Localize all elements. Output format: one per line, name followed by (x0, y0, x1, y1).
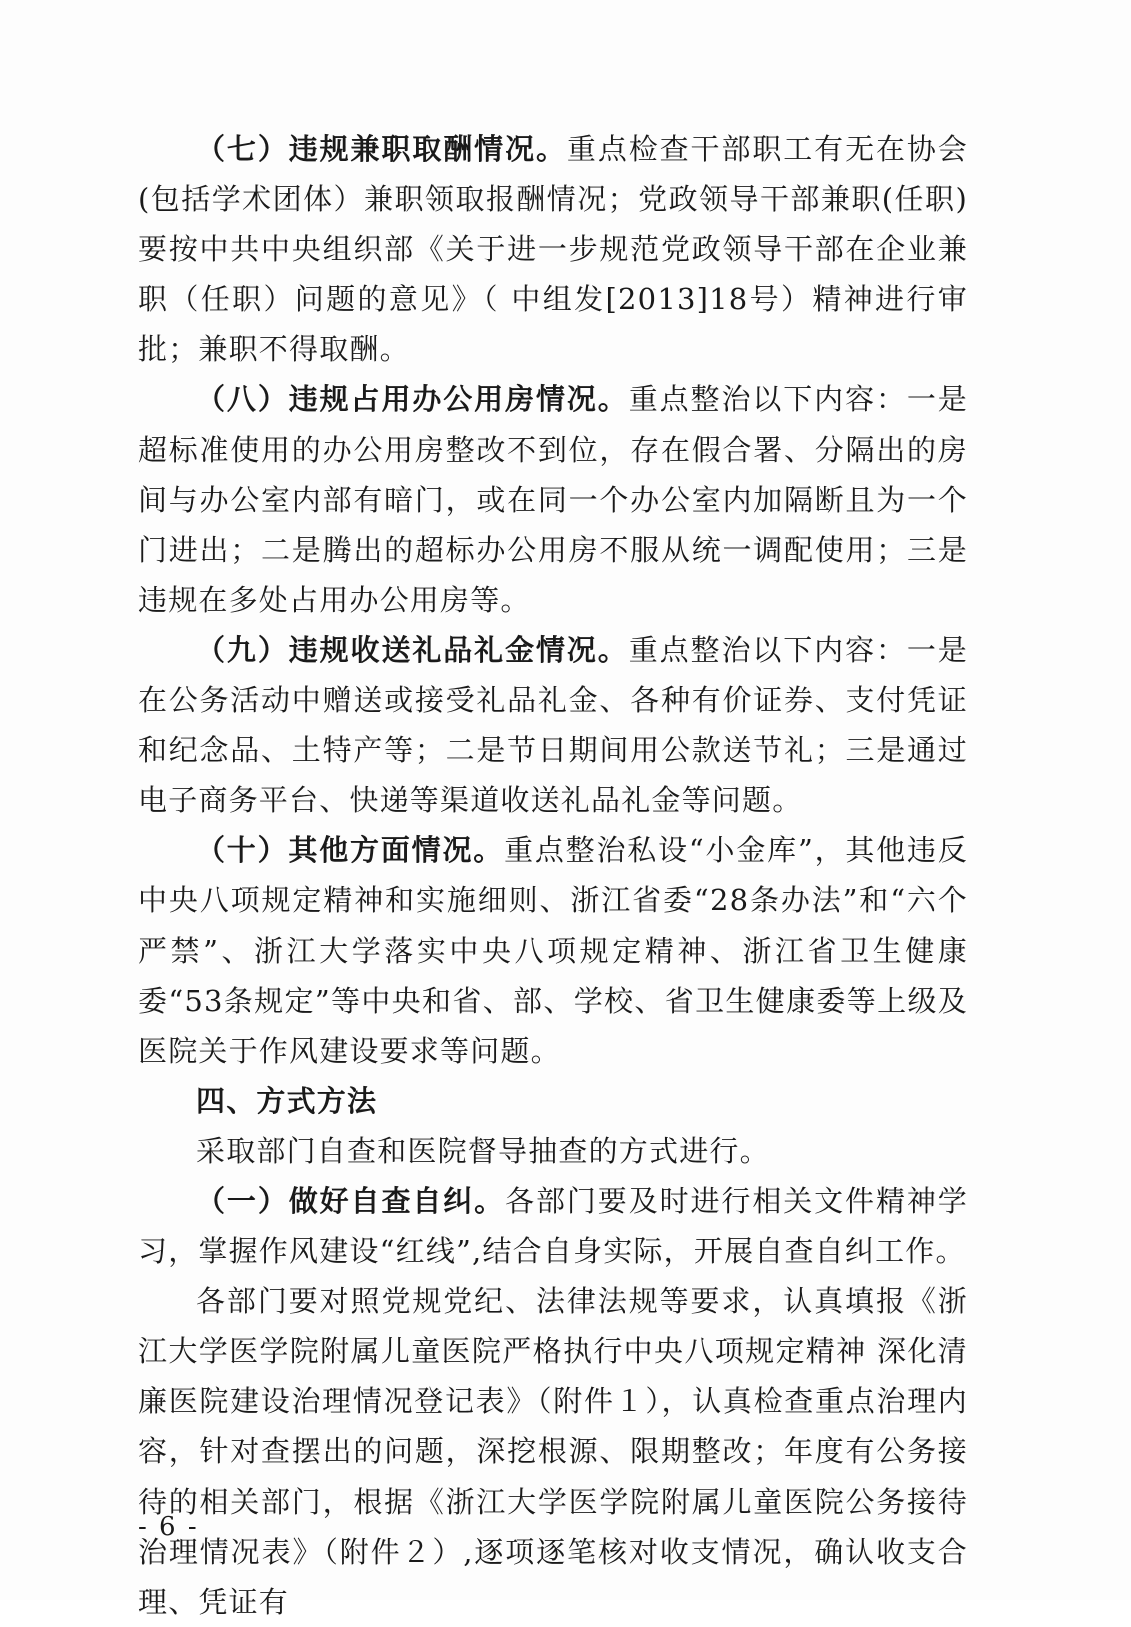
paragraph-lead: （九）违规收送礼品礼金情况。 (196, 632, 629, 667)
subsection-self-check (138, 1176, 968, 1276)
subsection-lead: （一）做好自查自纠。 (196, 1183, 506, 1218)
paragraph-body: 重点整治以下内容：一是超标准使用的办公用房整改不到位，存在假合署、分隔出的房间与办公室内部有暗门，或在同一个办公室内加隔断且为一个门进出；二是腾出的超标办公用房不服从统一调配使用；三是违规在多处占用办公用房等。 (138, 382, 968, 617)
page-number: - 6 - (138, 1512, 199, 1542)
paragraph-body: 重点检查干部职工有无在协会(包括学术团体）兼职领取报酬情况；党政领导干部兼职(任职)要按中共中央组织部《关于进一步规范党政领导干部在企业兼职（任职）问题的意见》（ 中组发[2013]18号）精神进行审批；兼职不得取酬。 (138, 132, 968, 367)
paragraph-body: 重点整治私设“小金库”，其他违反中央八项规定精神和实施细则、浙江省委“28条办法”和“六个严禁”、浙江大学落实中央八项规定精神、浙江省卫生健康委“53条规定”等中央和省、部、学校、省卫生健康委等上级及医院关于作风建设要求等问题。 (138, 833, 968, 1068)
subsection-body: 各部门要及时进行相关文件精神学习，掌握作风建设“红线”,结合自身实际，开展自查自纠工作。 (138, 1183, 968, 1269)
paragraph-item-7 (138, 124, 968, 374)
paragraph-item-8 (138, 374, 968, 624)
paragraph-lead: （八）违规占用办公用房情况。 (196, 382, 629, 417)
paragraph-lead: （十）其他方面情况。 (196, 833, 505, 868)
document-body (138, 124, 968, 1627)
paragraph-item-9 (138, 625, 968, 825)
paragraph-lead: （七）违规兼职取酬情况。 (196, 132, 567, 166)
section-heading: 四、方式方法 (196, 1083, 378, 1118)
paragraph-item-10 (138, 825, 968, 1075)
closing-paragraph: 各部门要对照党规党纪、法律法规等要求，认真填报《浙江大学医学院附属儿童医院严格执行中央八项规定精神 深化清廉医院建设治理情况登记表》（附件１），认真检查重点治理内容，针对查摆出的问题，深挖根源、限期整改；年度有公务接待的相关部门，根据《浙江大学医学院附属儿童医院公务接待治理情况表》（附件２）,逐项逐笔核对收支情况，确认收支合理、凭证有 (138, 1284, 968, 1619)
section-intro: 采取部门自查和医院督导抽查的方式进行。 (196, 1133, 770, 1168)
paragraph-body: 重点整治以下内容：一是在公务活动中赠送或接受礼品礼金、各种有价证券、支付凭证和纪念品、土特产等；二是节日期间用公款送节礼；三是通过电子商务平台、快递等渠道收送礼品礼金等问题。 (138, 632, 968, 818)
